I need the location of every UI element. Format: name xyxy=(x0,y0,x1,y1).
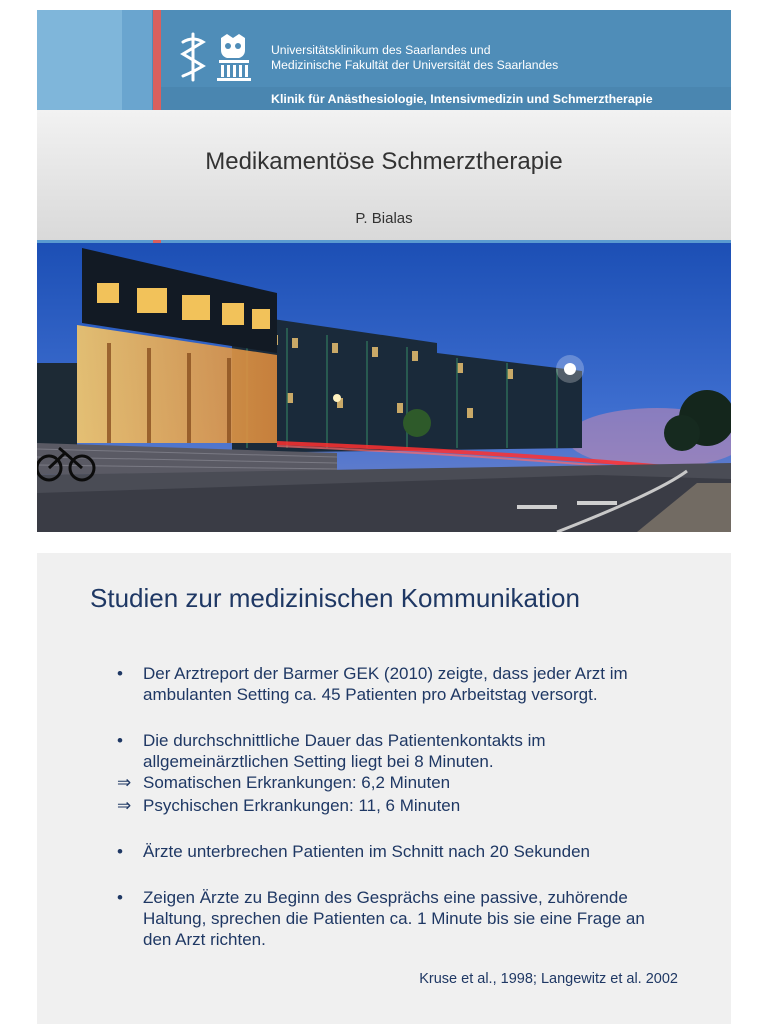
list-item-text: Psychischen Erkrankungen: 11, 6 Minuten xyxy=(143,796,461,815)
bullet-marker: • xyxy=(117,664,123,683)
university-line-1: Universitätsklinikum des Saarlandes und xyxy=(271,43,491,57)
clinic-building-photo xyxy=(37,243,731,532)
bullet-marker: • xyxy=(117,842,123,861)
list-item-text: Somatischen Erkrankungen: 6,2 Minuten xyxy=(143,773,451,792)
header-band xyxy=(122,10,152,110)
title-slide xyxy=(37,10,731,532)
presentation-title: Medikamentöse Schmerztherapie xyxy=(205,148,563,175)
list-item-text: Die durchschnittliche Dauer das Patientenkontakts im allgemeinärztlichen Setting liegt bei 8 Minuten. xyxy=(143,731,546,771)
bullet-marker: • xyxy=(117,731,123,750)
presentation-author: P. Bialas xyxy=(355,210,413,227)
content-slide xyxy=(37,553,731,1024)
slide-header xyxy=(37,10,731,110)
arrow-marker: ⇒ xyxy=(117,796,132,815)
citation: Kruse et al., 1998; Langewitz et al. 2002 xyxy=(419,971,678,987)
header-accent-stripe xyxy=(153,10,161,110)
list-item-text: Zeigen Ärzte zu Beginn des Gesprächs eine passive, zuhörende Haltung, sprechen die Patienten ca. 1 Minute bis sie eine Frage an den Arzt richten. xyxy=(143,888,645,949)
list-item-text: Der Arztreport der Barmer GEK (2010) zeigte, dass jeder Arzt im ambulanten Setting ca. 45 Patienten pro Arbeitstag versorgt. xyxy=(143,664,628,704)
university-line-2: Medizinische Fakultät der Universität des Saarlandes xyxy=(271,58,559,72)
university-name xyxy=(271,43,558,73)
clinic-name: Klinik für Anästhesiologie, Intensivmedizin und Schmerztherapie xyxy=(271,92,653,106)
bullet-marker: • xyxy=(117,888,123,907)
university-logo-icon xyxy=(175,32,263,82)
slide-title: Studien zur medizinischen Kommunikation xyxy=(90,583,580,613)
header-band xyxy=(37,10,122,110)
list-item-text: Ärzte unterbrechen Patienten im Schnitt nach 20 Sekunden xyxy=(143,842,591,861)
arrow-marker: ⇒ xyxy=(117,773,132,792)
